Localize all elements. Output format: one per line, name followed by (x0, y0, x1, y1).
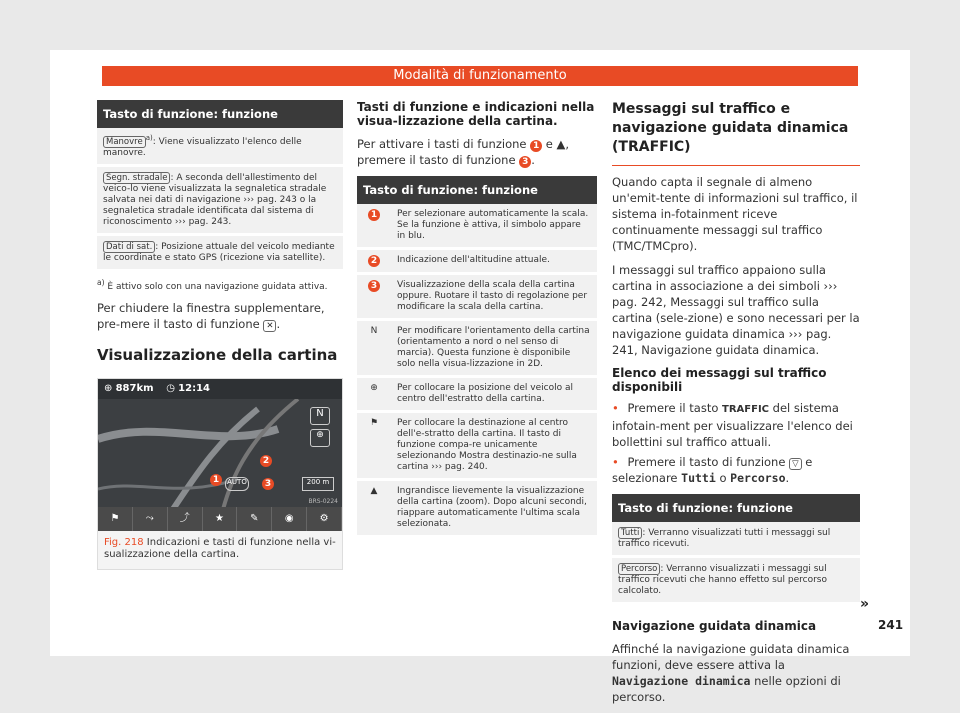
key-segn-stradale: Segn. stradale (103, 172, 170, 184)
traffic-key: TRAFFIC (722, 404, 769, 415)
camera-icon[interactable]: ◉ (272, 507, 307, 531)
close-icon: ✕ (263, 320, 276, 332)
table-row: 2 Indicazione dell'altitudine attuale. (357, 249, 597, 274)
table-row: 1 Per selezionare automaticamente la scala. Se la funzione è attiva, il simbolo appare in blu. (357, 204, 597, 249)
section-title: Visualizzazione della cartina (97, 346, 338, 364)
map-screen: ⊕ 887km ◷ 12:14 N ⊕ AUTO 200 m 1 2 3 BRS-0224 ⚑ ⤳ ⤴ ★ ✎ ◉ ⚙ (98, 379, 342, 531)
zoom-icon: ▲ (357, 480, 391, 537)
north-icon: N (357, 320, 391, 377)
zoom-icon: ▲ (556, 137, 566, 151)
map-bottom-bar (98, 507, 342, 531)
scale-indicator[interactable]: 200 m (302, 477, 334, 491)
table-row: 3 Visualizzazione della scala della cartina oppure. Ruotare il tasto di regolazione per modificare la scala della cartina. (357, 274, 597, 320)
callout-2: 2 (260, 455, 272, 467)
function-table-2 (357, 176, 597, 538)
table-heading: Tasto di funzione: funzione (612, 494, 860, 522)
intro-paragraph: Per attivare i tasti di funzione 1 e ▲, premere il tasto di funzione 3 . (357, 137, 570, 167)
table-row: Segn. stradale : A seconda dell'allestimento del veico-lo viene visualizzata la segnaletica stradale salvata nei dati di navigazione ››› pag. 243 o la segnaletica stradale identificata dal sistema di riconoscimento ››› pag. 243. (97, 166, 343, 235)
table-row: ⚑ Per collocare la destinazione al centro dell'e-stratto della cartina. Il tasto di funzione compa-re unicamente selezionando Mostra destinazio-ne sulla cartina ››› pag. 240. (357, 412, 597, 480)
bullet-1: • Premere il tasto TRAFFIC del sistema infotain-ment per visualizzare l'elenco dei bollettini sul traffico attuali. (612, 400, 860, 450)
dropdown-icon: ▽ (789, 458, 802, 470)
map-status-bar: ⊕ 887km ◷ 12:14 (98, 379, 342, 399)
paragraph-2: I messaggi sul traffico appaiono sulla cartina in associazione a dei simboli ››› pag. 242, Messaggi sul traffico sulla cartina (sele-zione) e sono necessari per la navigazione guidata dinamica ››› pag. 241, Navigazione guidata dinamica. (612, 263, 860, 357)
vehicle-center-icon: ⊕ (357, 377, 391, 412)
poi-icon[interactable]: ★ (203, 507, 238, 531)
center-vehicle-button[interactable]: ⊕ (310, 429, 330, 447)
table-row: ▲ Ingrandisce lievemente la visualizzazione della cartina (zoom). Dopo alcuni secondi, riappare automaticamente l'ultima scala selezionata. (357, 480, 597, 537)
callout-3: 3 (262, 478, 274, 490)
figure-caption: Fig. 218 Indicazioni e tasti di funzione nella vi-sualizzazione della cartina. (104, 537, 336, 560)
continue-mark: » (860, 596, 870, 612)
function-table-1 (97, 100, 343, 272)
bullet-2: • Premere il tasto di funzione ▽ e selezionare Tutti o Percorso. (612, 454, 860, 486)
route-options-icon[interactable]: ⤴ (168, 507, 203, 531)
list-title: Elenco dei messaggi sul traffico disponibili (612, 366, 827, 394)
key-manovre: Manovre (103, 136, 146, 148)
table-heading: Tasto di funzione: funzione (357, 176, 597, 204)
destination-icon: ⚑ (357, 412, 391, 480)
column-3 (612, 100, 860, 713)
nav-title: Navigazione guidata dinamica (612, 619, 817, 633)
footnote: $^{a)}$ È attivo solo con una navigazione guidata attiva. (97, 278, 328, 292)
table-row: ⊕ Per collocare la posizione del veicolo al centro dell'estratto della cartina. (357, 377, 597, 412)
table-row: N Per modificare l'orientamento della cartina (orientamento a nord o nel senso di marcia). Questa funzione è disponibile solo nella visua-lizzazione in 2D. (357, 320, 597, 377)
table-row: Tutti : Verranno visualizzati tutti i messaggi sul traffico ricevuti. (612, 522, 860, 557)
figure-218 (97, 378, 343, 570)
auto-scale-button[interactable]: AUTO (225, 477, 249, 491)
gps-icon: ⊕ (104, 383, 113, 394)
route-icon[interactable]: ⤳ (133, 507, 168, 531)
section-subtitle: Tasti di funzione e indicazioni nella visua-lizzazione della cartina. (357, 100, 595, 128)
column-1 (97, 100, 343, 570)
table-row: Dati di sat. : Posizione attuale del veicolo mediante le coordinate e stato GPS (ricezione via satellite). (97, 235, 343, 271)
callout-3: 3 (519, 156, 531, 168)
column-2 (357, 100, 597, 538)
clock-icon: ◷ (166, 383, 175, 394)
settings-icon[interactable]: ⚙ (307, 507, 342, 531)
callout-1: 1 (530, 140, 542, 152)
paragraph-1: Quando capta il segnale di almeno un'emit-tente di informazioni sul traffico, il sistema in-fotainment riceve continuamente messaggi sul traffico (TMC/TMCpro). (612, 175, 858, 253)
destination-flag-icon[interactable]: ⚑ (98, 507, 133, 531)
table-row: Percorso : Verranno visualizzati i messaggi sul traffico ricevuti che hanno effetto sul percorso calcolato. (612, 557, 860, 604)
north-button[interactable]: N (310, 407, 330, 425)
nav-paragraph: Affinché la navigazione guidata dinamica funzioni, deve essere attiva la Navigazione dinamica nelle opzioni di percorso. (612, 642, 850, 704)
map-edit-icon[interactable]: ✎ (237, 507, 272, 531)
table-heading: Tasto di funzione: funzione (97, 100, 343, 128)
page-header: Modalità di funzionamento (102, 66, 858, 86)
callout-1: 1 (210, 474, 222, 486)
function-table-3 (612, 494, 860, 605)
section-title: Messaggi sul traffico e navigazione guidata dinamica (TRAFFIC) (612, 100, 860, 166)
page-number: 241 (878, 618, 904, 632)
table-row: Manovre $^{a)}$: Viene visualizzato l'elenco delle manovre. (97, 128, 343, 166)
close-instruction: Per chiudere la finestra supplementare, pre-mere il tasto di funzione ✕ . (97, 301, 325, 331)
key-dati-sat: Dati di sat. (103, 241, 155, 253)
